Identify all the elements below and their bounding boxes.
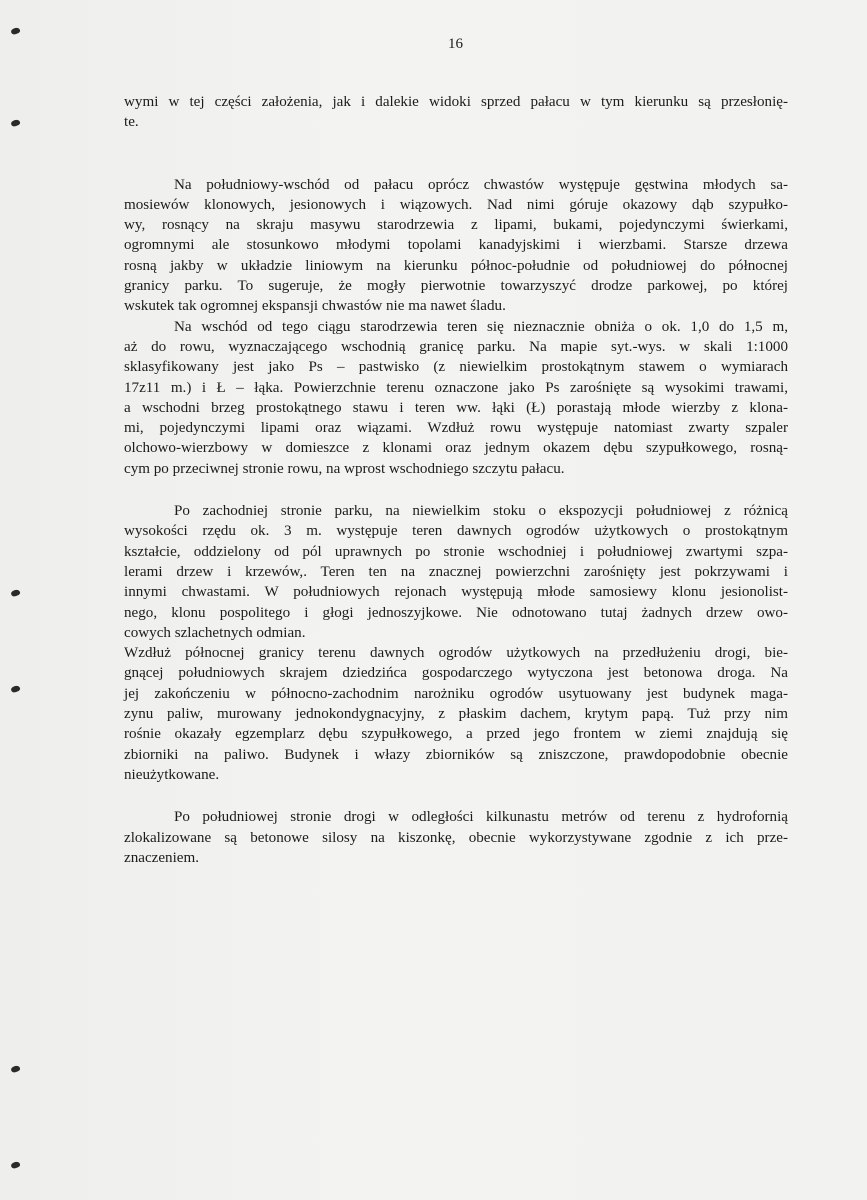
text-line: a wschodni brzeg prostokątnego stawu i teren ww. łąki (Ł) porastają młode wierzby z klona- <box>124 399 788 416</box>
text-line: jej zakończeniu w północno-zachodnim narożniku ogrodów usytuowany jest budynek maga- <box>124 685 788 702</box>
text-line: Na wschód od tego ciągu starodrzewia teren się nieznacznie obniża o ok. 1,0 do 1,5 m, <box>174 318 788 335</box>
punch-hole-mark <box>10 1065 21 1074</box>
text-line: wy, rosnący na skraju masywu starodrzewia z lipami, bukami, pojedynczymi świerkami, <box>124 217 788 234</box>
text-line: mosiewów klonowych, jesionowych i wiązowych. Nad nimi góruje okazowy dąb szypułko- <box>124 196 788 213</box>
text-line: gnącej południowych skrajem dziedzińca gospodarczego wytyczona jest betonowa droga. Na <box>124 665 788 682</box>
paragraph <box>124 317 788 479</box>
text-line: 17z11 m.) i Ł – łąka. Powierzchnie terenu oznaczone jako Ps zarośnięte są wysokimi trawami, <box>124 379 788 396</box>
text-line: zlokalizowane są betonowe silosy na kiszonkę, obecnie wykorzystywane zgodnie z ich prze- <box>124 829 788 846</box>
paragraph <box>124 92 788 133</box>
text-line: ogromnymi ale stosunkowo młodymi topolami kanadyjskimi i wierzbami. Starsze drzewa <box>124 237 788 254</box>
text-line: lerami drzew i krzewów,. Teren ten na znacznej powierzchni zarośnięty jest pokrzywami i <box>124 563 788 580</box>
text-line: sklasyfikowany jest jako Ps – pastwisko (z niewielkim prostokątnym stawem o wymiarach <box>124 359 788 376</box>
text-line: mi, pojedynczymi lipami oraz wiązami. Wzdłuż rowu występuje natomiast zwarty szpaler <box>124 420 788 437</box>
paragraph <box>124 807 788 868</box>
text-line: olchowo-wierzbowy w domieszce z klonami oraz jednym okazem dębu szypułkowego, rosną- <box>124 440 788 457</box>
text-line: Po południowej stronie drogi w odległości kilkunastu metrów od terenu z hydrofornią <box>174 809 788 826</box>
text-line: zynu paliw, murowany jednokondygnacyjny, z płaskim dachem, krytym papą. Tuż przy nim <box>124 706 788 723</box>
punch-hole-mark <box>10 589 21 598</box>
text-line: Po zachodniej stronie parku, na niewielkim stoku o ekspozycji południowej z różnicą <box>174 503 788 520</box>
text-line: wysokości rzędu ok. 3 m. występuje teren dawnych ogrodów użytkowych o prostokątnym <box>124 523 788 540</box>
text-line: granicy parku. To sugeruje, że mogły pierwotnie towarzyszyć drodze parkowej, po której <box>124 278 788 295</box>
text-line: zbiorniki na paliwo. Budynek i włazy zbiorników są zniszczone, prawdopodobnie obecnie <box>124 746 788 763</box>
text-line: rosną jakby w układzie liniowym na kierunku północ-południe od południowej do północnej <box>124 257 788 274</box>
punch-hole-mark <box>10 27 21 36</box>
text-line: cym po przeciwnej stronie rowu, na wprost wschodniego szczytu pałacu. <box>124 460 565 477</box>
text-line: rośnie okazały egzemplarz dębu szypułkowego, a przed jego frontem w ziemi znajdują się <box>124 726 788 743</box>
paragraph <box>124 643 788 785</box>
text-line: Na południowy-wschód od pałacu oprócz chwastów występuje gęstwina młodych sa- <box>174 176 788 193</box>
page-number: 16 <box>448 36 463 52</box>
punch-hole-mark <box>10 119 21 128</box>
text-line: Wzdłuż północnej granicy terenu dawnych ogrodów użytkowych na przedłużeniu drogi, bie- <box>124 645 788 662</box>
text-line: te. <box>124 114 139 131</box>
text-line: znaczeniem. <box>124 849 199 866</box>
paragraph <box>124 501 788 643</box>
text-line: nego, klonu pospolitego i głogi jednoszyjkowe. Nie odnotowano tutaj żadnych drzew owo- <box>124 604 788 621</box>
text-line: innymi chwastami. W południowych rejonach występują młode samosiewy klonu jesionolist- <box>124 584 788 601</box>
paragraph <box>124 175 788 317</box>
body-text <box>124 92 788 868</box>
punch-hole-mark <box>10 1161 21 1170</box>
text-line: wymi w tej części założenia, jak i dalekie widoki sprzed pałacu w tym kierunku są przesłonię- <box>124 94 788 110</box>
punch-hole-mark <box>10 685 21 694</box>
text-line: wskutek tak ogromnej ekspansji chwastów nie ma nawet śladu. <box>124 298 506 315</box>
text-line: kształcie, oddzielony od pól uprawnych po stronie wschodniej i południowej zwartymi szpa- <box>124 543 788 560</box>
text-line: cowych szlachetnych odmian. <box>124 624 306 641</box>
text-line: nieużytkowane. <box>124 766 220 783</box>
text-line: aż do rowu, wyznaczającego wschodnią granicę parku. Na mapie syt.-wys. w skali 1:1000 <box>124 338 788 355</box>
